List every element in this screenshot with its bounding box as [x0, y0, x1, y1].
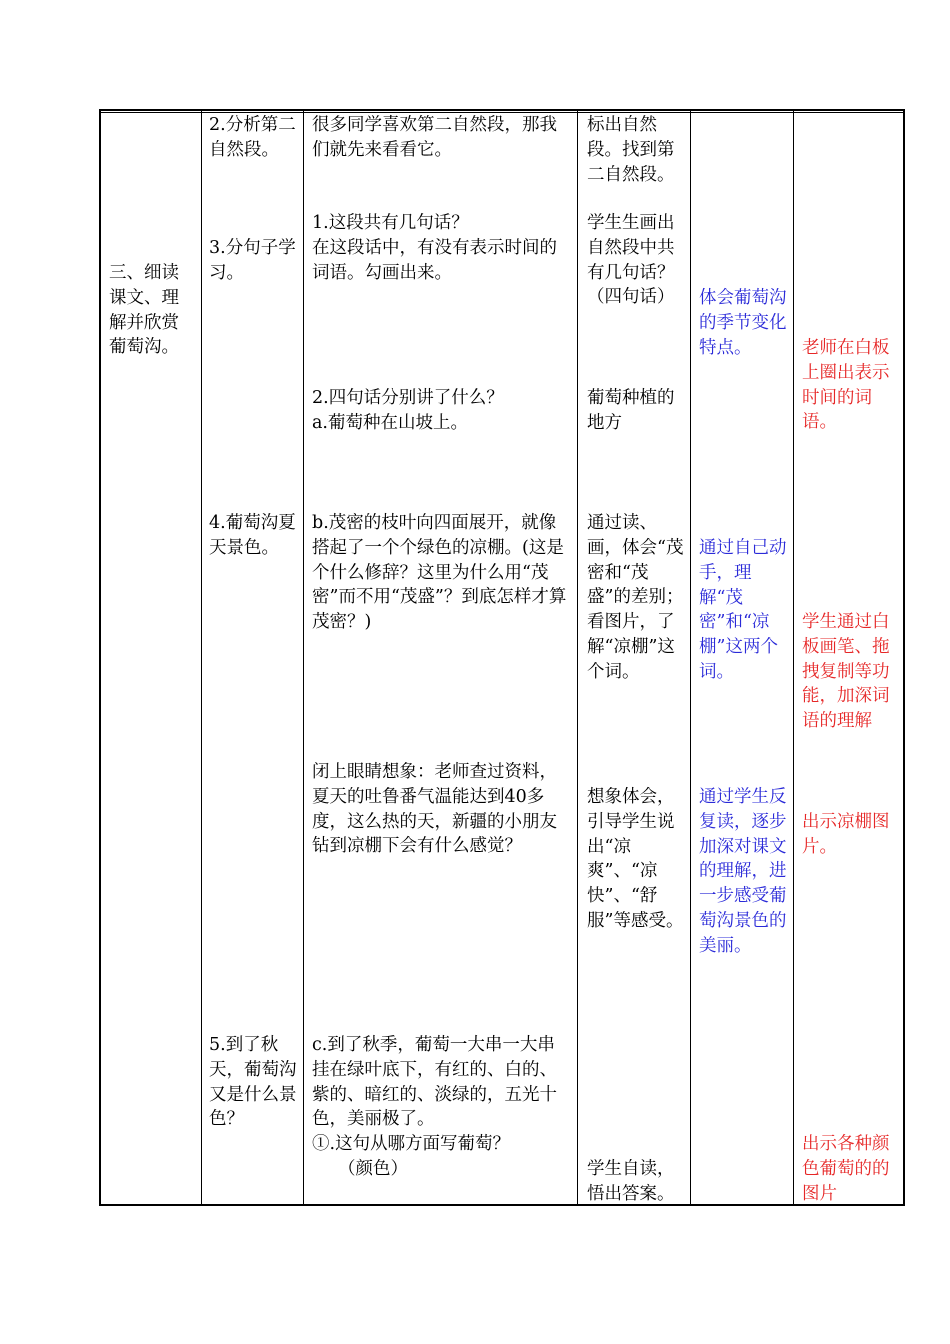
teacher-activity: 很多同学喜欢第二自然段，那我们就先来看看它。 — [312, 115, 557, 160]
teacher-activity: c.到了秋季，葡萄一大串一大串挂在绿叶底下，有红的、白的、紫的、暗红的、淡绿的，五光十色，美丽极了。 ①.这句从哪方面写葡萄？ （颜色） — [312, 1035, 557, 1179]
teacher-activity: 闭上眼睛想象：老师查过资料，夏天的吐鲁番气温能达到40多度，这么热的天，新疆的小朋友钻到凉棚下会有什么感觉？ — [312, 762, 557, 857]
design-note: 通过自己动手，理解“茂密”和“凉棚”这两个词。 — [699, 538, 787, 682]
column-divider — [201, 111, 202, 1204]
whiteboard-note: 出示凉棚图片。 — [802, 812, 890, 857]
design-note: 通过学生反复读，逐步加深对课文的理解，进一步感受葡萄沟景色的美丽。 — [699, 787, 787, 956]
whiteboard-note: 出示各种颜色葡萄的的图片 — [802, 1134, 890, 1204]
student-activity: 学生自读，悟出答案。 — [587, 1159, 675, 1204]
stage-label: 三、细读课文、理解并欣赏葡萄沟。 — [109, 263, 179, 358]
student-activity: 葡萄种植的地方 — [587, 388, 675, 433]
student-activity: 学生生画出自然段中共有几句话？（四句话） — [587, 213, 675, 308]
column-divider — [793, 111, 794, 1204]
step-label: 2.分析第二自然段。 — [209, 115, 296, 160]
student-activity: 标出自然段。找到第二自然段。 — [587, 115, 675, 185]
column-divider — [303, 111, 304, 1204]
student-activity: 想象体会，引导学生说出“凉爽”、“凉快”、“舒服”等感受。 — [587, 787, 684, 931]
lesson-plan-table — [99, 109, 905, 1206]
step-label: 4.葡萄沟夏天景色。 — [209, 513, 296, 558]
column-divider — [577, 111, 578, 1204]
teacher-activity: b.茂密的枝叶向四面展开，就像搭起了一个个绿色的凉棚。(这是个什么修辞？这里为什么用“茂密”而不用“茂盛”？到底怎样才算茂密？) — [312, 513, 567, 633]
whiteboard-note: 学生通过白板画笔、拖拽复制等功能，加深词语的理解 — [802, 612, 890, 732]
teacher-activity: 1.这段共有几句话？ 在这段话中，有没有表示时间的词语。勾画出来。 — [312, 213, 557, 283]
column-divider — [690, 111, 691, 1204]
step-label: 5.到了秋天，葡萄沟又是什么景色？ — [209, 1035, 297, 1130]
whiteboard-note: 老师在白板上圈出表示时间的词语。 — [802, 338, 890, 433]
student-activity: 通过读、画，体会“茂密和“茂盛”的差别；看图片，了解“凉棚”这个词。 — [587, 513, 684, 682]
step-label: 3.分句子学习。 — [209, 238, 296, 283]
design-note: 体会葡萄沟的季节变化特点。 — [699, 288, 787, 358]
teacher-activity: 2.四句话分别讲了什么？ a.葡萄种在山坡上。 — [312, 388, 504, 433]
